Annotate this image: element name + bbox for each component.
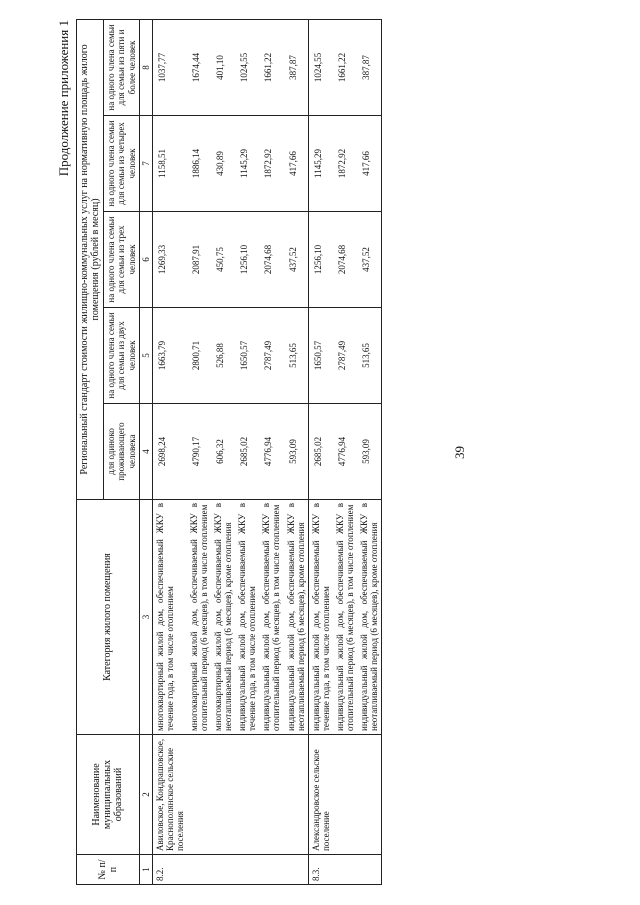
table-row (259, 19, 283, 884)
category-cell: индивидуальный жилой дом, обеспечиваемый ЖКУ в неотапливаемый период (6 месяцев), кроме отопления (284, 500, 309, 735)
value-cell: 417,66 (357, 116, 382, 212)
value-cell: 2685,02 (308, 404, 333, 500)
empty-cell (235, 735, 259, 855)
municipality-name: Авиловское, Кондрашовское, Краснополянское сельские поселения (152, 735, 187, 855)
category-cell: индивидуальный жилой дом, обеспечиваемый ЖКУ в отопительный период (6 месяцев), в том числе отоплением (259, 500, 283, 735)
value-cell: 387,87 (284, 19, 309, 115)
value-cell: 1872,92 (333, 116, 357, 212)
table-row (308, 19, 333, 884)
empty-cell (259, 735, 283, 855)
value-cell: 1269,33 (152, 212, 187, 308)
value-cell: 4776,94 (333, 404, 357, 500)
value-cell: 1674,44 (187, 19, 211, 115)
value-cell: 430,89 (211, 116, 235, 212)
header-num: № п/п (77, 855, 140, 885)
value-cell: 437,52 (284, 212, 309, 308)
empty-cell (259, 855, 283, 885)
empty-cell (187, 855, 211, 885)
table-row (357, 19, 382, 884)
header-row-main (77, 19, 104, 884)
value-cell: 2800,71 (187, 308, 211, 404)
table-row (333, 19, 357, 884)
value-cell: 526,88 (211, 308, 235, 404)
value-cell: 606,32 (211, 404, 235, 500)
category-cell: индивидуальный жилой дом, обеспечиваемый ЖКУ в течение года, в том числе отоплением (308, 500, 333, 735)
empty-cell (187, 735, 211, 855)
value-cell: 387,87 (357, 19, 382, 115)
value-cell: 417,66 (284, 116, 309, 212)
value-cell: 2698,24 (152, 404, 187, 500)
empty-cell (333, 735, 357, 855)
value-cell: 1256,10 (308, 212, 333, 308)
empty-cell (284, 855, 309, 885)
page-number: 39 (452, 446, 467, 459)
table-row (284, 19, 309, 884)
continuation-note: Продолжение приложения 1 (56, 20, 71, 177)
value-cell: 513,65 (357, 308, 382, 404)
header-sub-3: на одного члена семьи для семьи из трех человек (104, 212, 139, 308)
category-cell: многоквартирный жилой дом, обеспечиваемый ЖКУ в неотапливаемый период (6 месяцев), кроме отопления (211, 500, 235, 735)
col-number-7: 7 (139, 116, 152, 212)
table-body (152, 19, 381, 884)
header-category: Категория жилого помещения (77, 500, 140, 735)
value-cell: 1145,29 (235, 116, 259, 212)
value-cell: 1661,22 (259, 19, 283, 115)
value-cell: 1650,57 (308, 308, 333, 404)
value-cell: 1663,79 (152, 308, 187, 404)
group-num: 8.2. (152, 855, 187, 885)
value-cell: 513,65 (284, 308, 309, 404)
header-sub-5: на одного члена семьи для семьи из пяти и более человек (104, 19, 139, 115)
category-cell: многоквартирный жилой дом, обеспечиваемый ЖКУ в течение года, в том числе отоплением (152, 500, 187, 735)
group-num: 8.3. (308, 855, 333, 885)
value-cell: 1256,10 (235, 212, 259, 308)
header-sub-4: на одного члена семьи для семьи из четырех человек (104, 116, 139, 212)
value-cell: 401,10 (211, 19, 235, 115)
header-standard: Региональный стандарт стоимости жилищно-коммунальных услуг на нормативную площадь жилого помещения (рублей в месяц) (77, 19, 104, 499)
empty-cell (284, 735, 309, 855)
value-cell: 1886,14 (187, 116, 211, 212)
col-number-6: 6 (139, 212, 152, 308)
col-number-5: 5 (139, 308, 152, 404)
tariff-table (76, 19, 382, 885)
value-cell: 2074,68 (333, 212, 357, 308)
value-cell: 437,52 (357, 212, 382, 308)
header-sub-1: для одиноко проживающего человека (104, 404, 139, 500)
header-sub-2: на одного члена семьи для семьи из двух человек (104, 308, 139, 404)
table-row (152, 19, 187, 884)
municipality-name: Александровское сельское поселение (308, 735, 333, 855)
value-cell: 450,75 (211, 212, 235, 308)
value-cell: 4776,94 (259, 404, 283, 500)
category-cell: многоквартирный жилой дом, обеспечиваемый ЖКУ в отопительный период (6 месяцев), в том числе отоплением (187, 500, 211, 735)
empty-cell (357, 735, 382, 855)
col-number-2: 2 (139, 735, 152, 855)
table-row (187, 19, 211, 884)
col-number-8: 8 (139, 19, 152, 115)
column-number-row (139, 19, 152, 884)
col-number-4: 4 (139, 404, 152, 500)
value-cell: 2087,91 (187, 212, 211, 308)
header-municipality: Наименование муниципальных образований (77, 735, 140, 855)
value-cell: 1661,22 (333, 19, 357, 115)
empty-cell (357, 855, 382, 885)
value-cell: 2685,02 (235, 404, 259, 500)
value-cell: 1024,55 (235, 19, 259, 115)
col-number-1: 1 (139, 855, 152, 885)
category-cell: индивидуальный жилой дом, обеспечиваемый ЖКУ в неотапливаемый период (6 месяцев), кроме отопления (357, 500, 382, 735)
value-cell: 1037,77 (152, 19, 187, 115)
empty-cell (211, 855, 235, 885)
value-cell: 2787,49 (333, 308, 357, 404)
value-cell: 593,09 (357, 404, 382, 500)
category-cell: индивидуальный жилой дом, обеспечиваемый ЖКУ в отопительный период (6 месяцев), в том числе отоплением (333, 500, 357, 735)
empty-cell (235, 855, 259, 885)
empty-cell (333, 855, 357, 885)
empty-cell (211, 735, 235, 855)
value-cell: 1650,57 (235, 308, 259, 404)
value-cell: 2787,49 (259, 308, 283, 404)
category-cell: индивидуальный жилой дом, обеспечиваемый ЖКУ в течение года, в том числе отоплением (235, 500, 259, 735)
table-row (211, 19, 235, 884)
value-cell: 1872,92 (259, 116, 283, 212)
value-cell: 2074,68 (259, 212, 283, 308)
value-cell: 1024,55 (308, 19, 333, 115)
value-cell: 1158,51 (152, 116, 187, 212)
table-row (235, 19, 259, 884)
value-cell: 593,09 (284, 404, 309, 500)
col-number-3: 3 (139, 500, 152, 735)
value-cell: 1145,29 (308, 116, 333, 212)
value-cell: 4790,17 (187, 404, 211, 500)
